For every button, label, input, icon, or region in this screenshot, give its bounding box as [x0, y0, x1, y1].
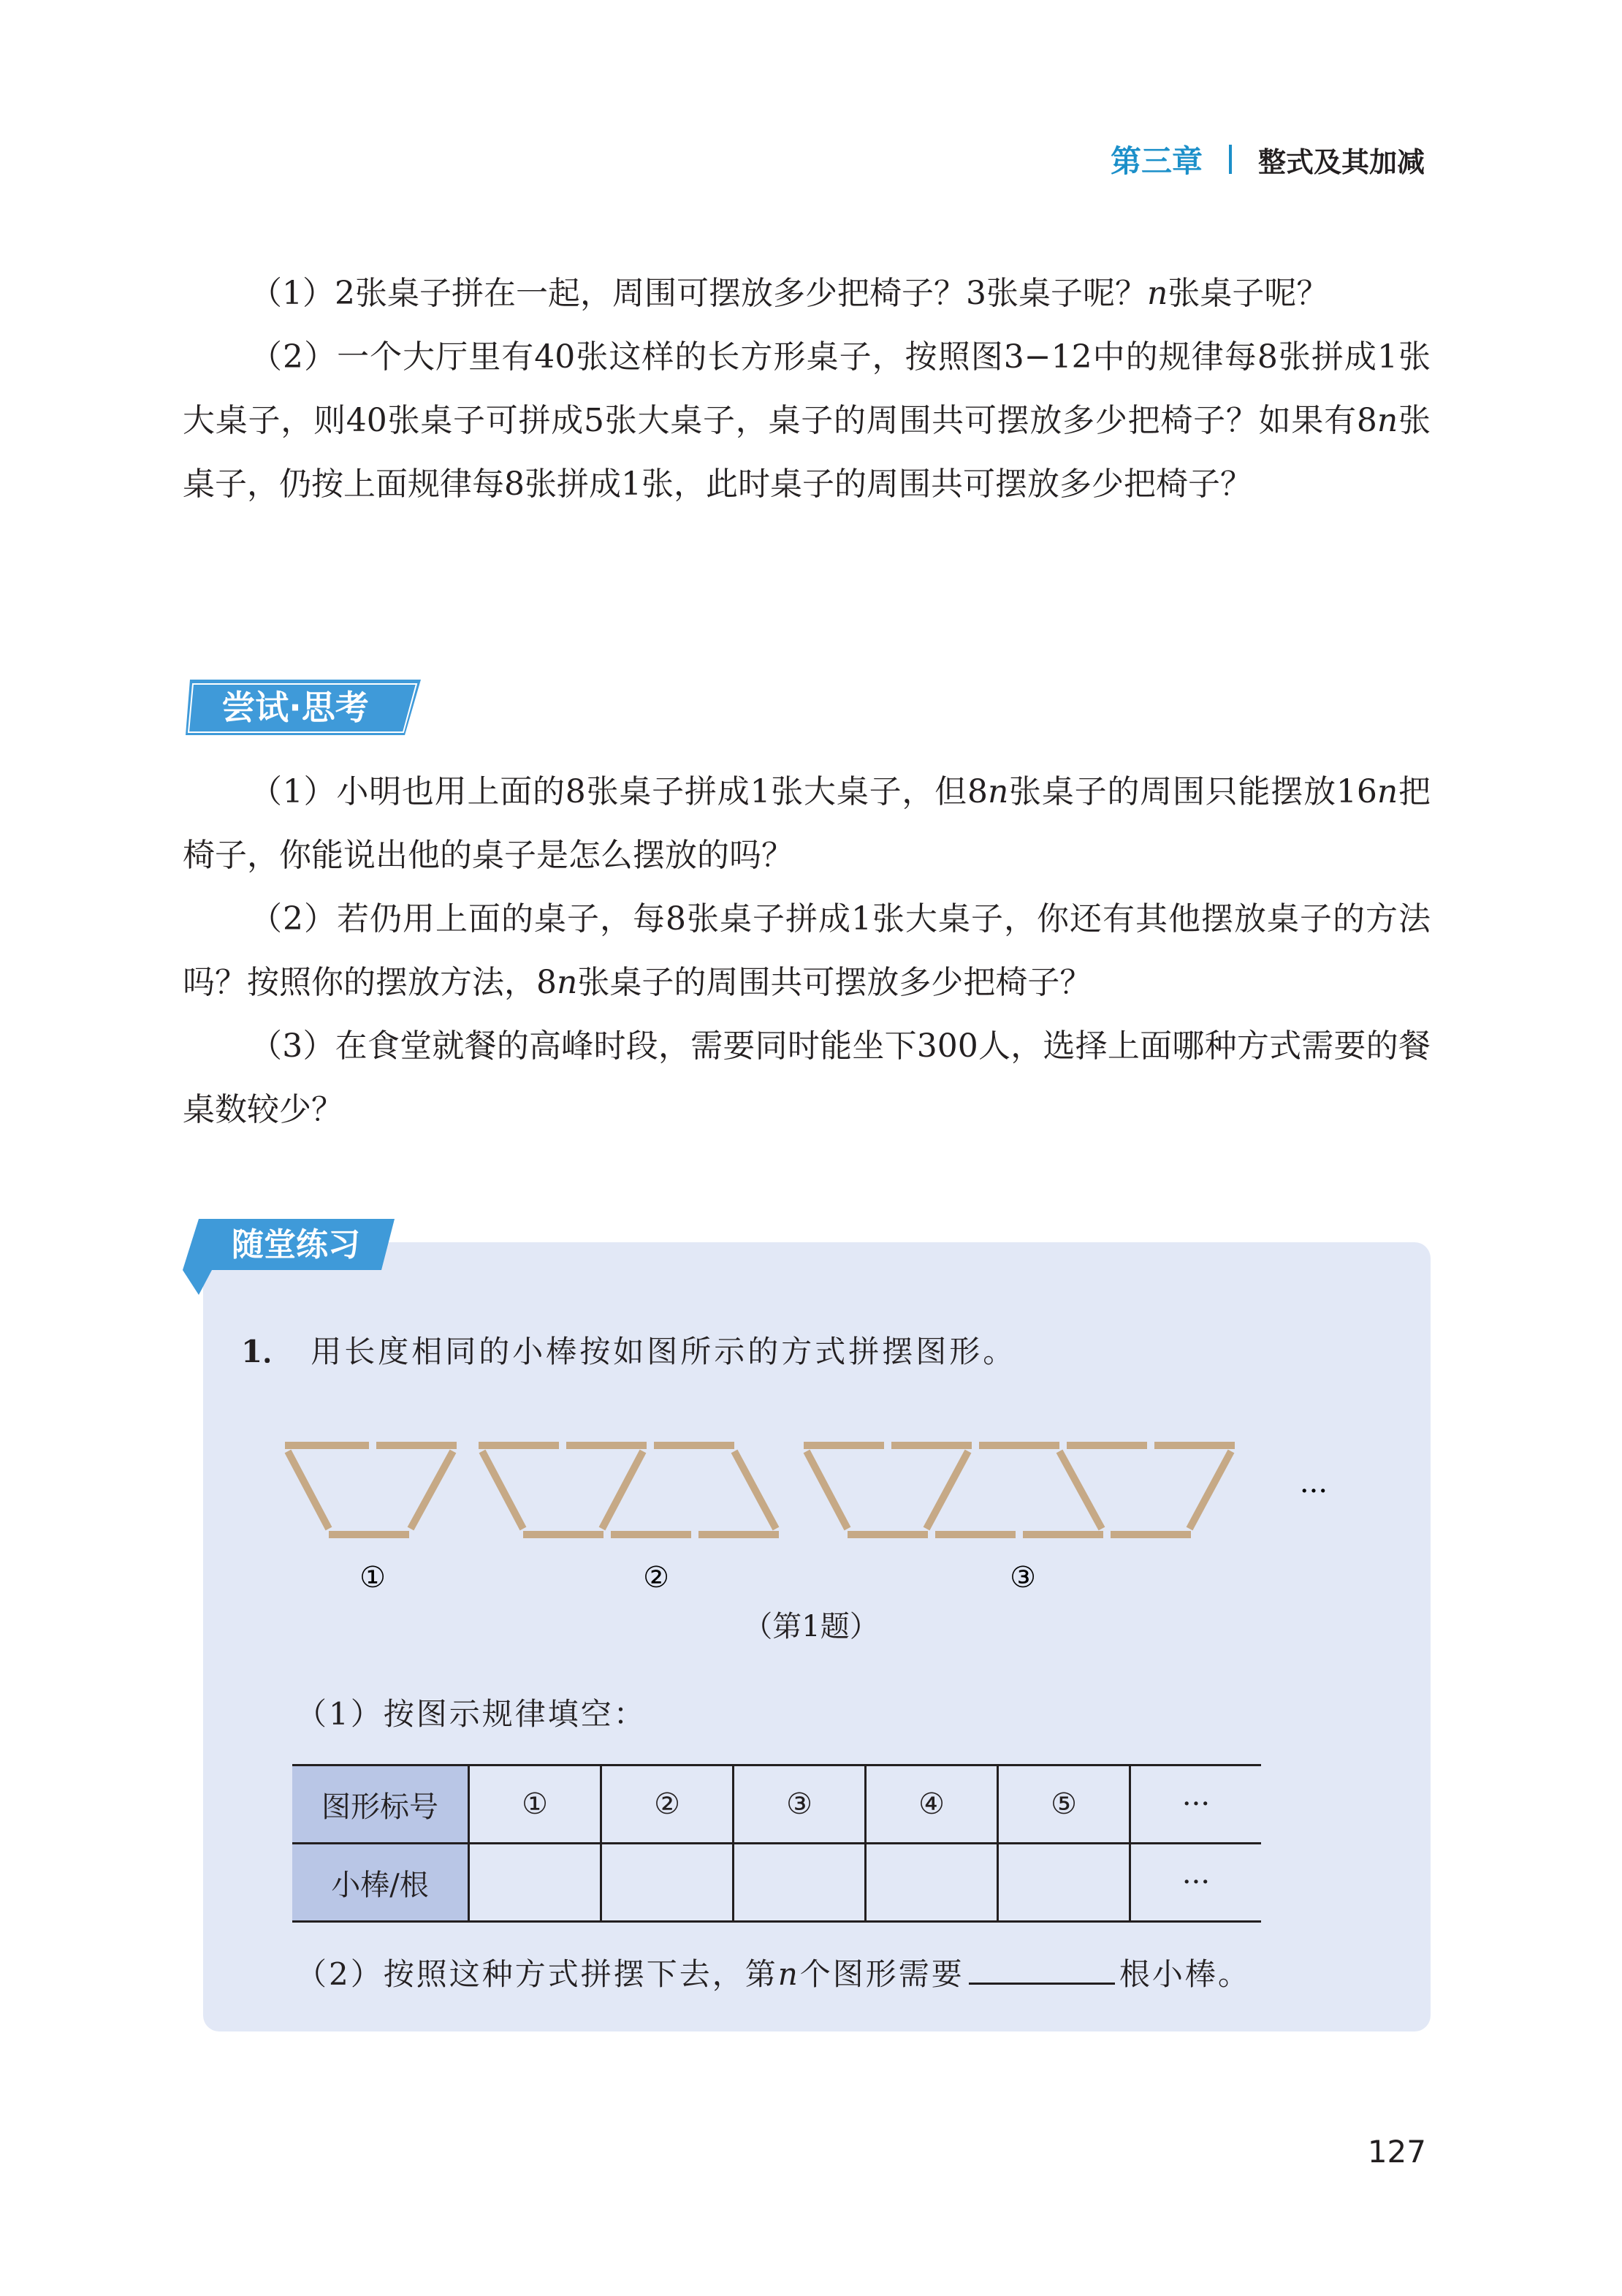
- table-cell: ③: [734, 1765, 866, 1844]
- question-number: 1．: [241, 1334, 294, 1369]
- table-cell: ①: [469, 1765, 601, 1844]
- table-input-cell[interactable]: [998, 1844, 1130, 1922]
- header-divider: [1229, 145, 1232, 174]
- table-header-cell: 小棒/根: [292, 1844, 469, 1922]
- figure-label-1: ①: [359, 1561, 386, 1594]
- section-title: 整式及其加减: [1257, 145, 1425, 178]
- stick-figure: [256, 1410, 1352, 1600]
- table-cell: ②: [601, 1765, 734, 1844]
- try-think-label: 尝试·思考: [221, 688, 369, 727]
- paragraph-try-1: （1）小明也用上面的8张桌子拼成1张大桌子，但8n张桌子的周围只能摆放16n把椅子，你能说出他的桌子是怎么摆放的吗？: [183, 773, 1431, 874]
- table-input-cell[interactable]: [601, 1844, 734, 1922]
- table-input-cell[interactable]: [469, 1844, 601, 1922]
- table-row: [292, 1844, 1261, 1922]
- page-number: 127: [1367, 2134, 1426, 2170]
- stick: [411, 1451, 453, 1529]
- figure-caption: （第1题）: [743, 1610, 879, 1643]
- paragraph-q2: （2）一个大厅里有40张这样的长方形桌子，按照图3−12中的规律每8张拼成1张大桌子，则40张桌子可拼成5张大桌子，桌子的周围共可摆放多少把椅子？如果有8n张桌子，仍按上面规律每8张拼成1张，此时桌子的周围共可摆放多少把椅子？: [183, 338, 1431, 503]
- chapter-title: 第三章: [1110, 143, 1203, 179]
- table-cell: ④: [866, 1765, 998, 1844]
- stick: [734, 1451, 776, 1529]
- table-cell: ⑤: [998, 1765, 1130, 1844]
- stick: [1059, 1451, 1102, 1529]
- table-header-cell: 图形标号: [292, 1765, 469, 1844]
- stick-diagram: [256, 1410, 1352, 1600]
- figure-label-2: ②: [643, 1561, 669, 1594]
- stick: [288, 1451, 329, 1529]
- practice-tag: [183, 1219, 395, 1299]
- stick: [602, 1451, 643, 1529]
- table-cell: ···: [1130, 1765, 1262, 1844]
- stick: [1189, 1451, 1231, 1529]
- practice-question-1: [241, 1323, 1016, 1381]
- stick: [482, 1451, 523, 1529]
- stick: [926, 1451, 968, 1529]
- paragraph-q1: （1）2张桌子拼在一起，周围可摆放多少把椅子？3张桌子呢？n张桌子呢？: [250, 275, 1329, 312]
- table-row: [292, 1765, 1261, 1844]
- sub-question-2: （2）按照这种方式拼摆下去，第n个图形需要 根小棒。: [296, 1945, 1251, 2004]
- fill-table: [292, 1764, 1261, 1923]
- answer-blank[interactable]: [969, 1949, 1115, 1985]
- question-text: 用长度相同的小棒按如图所示的方式拼摆图形。: [311, 1334, 1017, 1369]
- stick: [807, 1451, 848, 1529]
- table-input-cell[interactable]: [866, 1844, 998, 1922]
- running-header: [1111, 130, 1425, 189]
- paragraph-try-2: （2）若仍用上面的桌子，每8张桌子拼成1张大桌子，你还有其他摆放桌子的方法吗？按照你的摆放方法，8n张桌子的周围共可摆放多少把椅子？: [183, 900, 1431, 1001]
- paragraph-try-3: （3）在食堂就餐的高峰时段，需要同时能坐下300人，选择上面哪种方式需要的餐桌数较少？: [183, 1027, 1431, 1128]
- table-input-cell[interactable]: [734, 1844, 866, 1922]
- figure-ellipsis: ···: [1299, 1475, 1328, 1508]
- practice-tag-label: 随堂练习: [232, 1226, 360, 1263]
- figure-label-3: ③: [1010, 1561, 1036, 1594]
- sub-question-1: （1）按图示规律填空：: [296, 1696, 647, 1732]
- try-think-tag: [186, 680, 421, 738]
- table-cell: ···: [1130, 1844, 1262, 1922]
